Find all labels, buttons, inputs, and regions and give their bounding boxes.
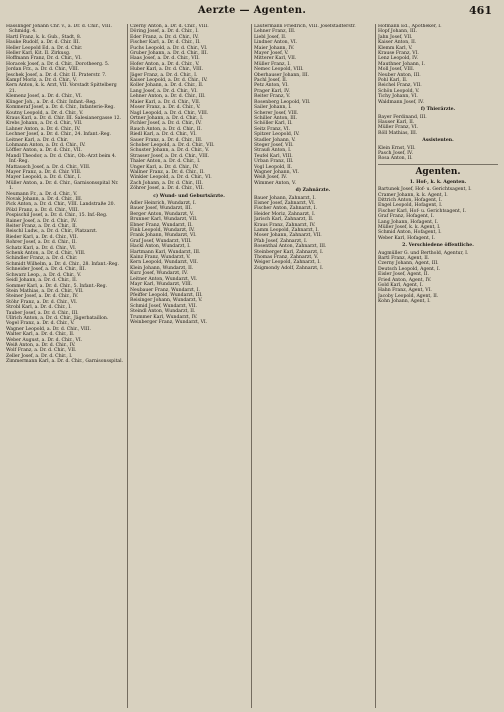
directory-entry: Pospischil Josef, a. Dr. d. Chir., 15. Inf.-Reg. <box>6 213 108 219</box>
directory-entry: Klein Johann, Wundarzt, II. <box>130 265 194 271</box>
directory-entry: Fischer Anton, Zahnarzt, I. <box>254 206 317 212</box>
directory-entry: Schmidt Wilhelm, a. Dr. d. Chir., 28. Infant.-Reg. <box>6 261 119 267</box>
directory-entry: Weiß Anton, a. Dr. d. Chir., IV. <box>6 342 76 348</box>
directory-entry: Kaiser Anton, II. <box>378 40 417 46</box>
directory-entry: Fischer Karl, a. Dr. d. Chir., II. <box>130 40 201 46</box>
directory-entry: Kraus Karl, a. Dr. d. Chir. III. Salesianergasse 12. <box>6 115 122 121</box>
directory-entry: Strauß Anton, I. <box>254 148 292 154</box>
directory-entry: Strobl Karl, a. Dr. d. Chir., I. <box>6 305 72 311</box>
directory-entry: Ortner Johann, a. Dr. d. Chir., I. <box>130 115 204 121</box>
directory-entry: Bartunek Josef, Hof- u. Gerichtsagent, I. <box>378 187 472 193</box>
directory-entry: Gold Karl, Agent, I. <box>378 283 424 289</box>
directory-entry: Hasslinger Johann Chr. v., a. Dr. d. Chir., VIII. Schmidg. 4. <box>6 24 112 35</box>
directory-entry: Novak Johann, a. Dr. d. Chir., III. <box>6 197 83 202</box>
directory-entry: Eder Franz, a. Dr. d. Chir., IV. <box>130 34 199 40</box>
directory-entry: Jacoby Leopold, Agent, II. <box>378 293 439 299</box>
directory-entry: Pohl Karl, II. <box>378 78 408 84</box>
directory-entry: Rosenthal Anton, Zahnarzt, III. <box>254 244 327 250</box>
directory-entry: Hartl Franz, k. k. Gub., Stadt, 8. <box>6 34 82 40</box>
directory-entry: Heller Leopold Ed. a. Dr. d. Chir. <box>6 45 83 51</box>
directory-entry: Pick Anton, a. Dr. d. Chir., VIII. Landstraße 20. <box>6 202 116 208</box>
directory-entry: Moser Johann, Zahnarzt, VII. <box>254 233 322 239</box>
directory-entry: Lahner Anton, a. Dr. d. Chir., IV. <box>6 126 81 132</box>
page-number: 461 <box>469 4 492 17</box>
directory-entry: Fischer Karl, Hof- u. Gerichtsagent, I. <box>378 208 467 214</box>
directory-entry: Kraus Franz, Zahnarzt, IV. <box>254 222 316 228</box>
directory-entry: Pachl Josef, II. <box>254 78 288 84</box>
directory-entry: Winkler Leopold, a. Dr. d. Chir., VI. <box>130 175 212 181</box>
directory-entry: Teufel Karl, VIII. <box>254 153 293 159</box>
directory-entry: Reiter Franz, V. <box>254 94 291 100</box>
directory-entry: Mattausch Josef, a. Dr. d. Chir., VIII. <box>6 164 91 170</box>
directory-entry: Kommeraf Josef, a. Dr. d. Chir., Infanterie-Reg. <box>6 105 115 111</box>
directory-entry: Krebs Johann, a. Dr. d. Chir., VII. <box>6 121 83 127</box>
directory-entry: Strasser Josef, a. Dr. d. Chir., VIII. <box>130 153 210 159</box>
directory-entry: Hoffmann Franz, Dr. d. Chir., VI. <box>6 56 82 62</box>
directory-entry: Scherer Josef, VIII. <box>254 110 299 116</box>
directory-entry: Müller Anton, a. Dr. d. Chir., Garnisonsspital Nr. 1. <box>6 180 119 192</box>
directory-entry: Eisner Josef, Zahnarzt, VI. <box>254 201 316 206</box>
directory-entry: Urban Franz, III. <box>254 159 294 165</box>
section-heading: f) Thierärzte. <box>420 107 456 113</box>
directory-entry: Rieder Karl, a. Dr. d. Chir., VII. <box>6 234 78 240</box>
directory-entry: Mayer Josef, V. <box>254 51 289 57</box>
directory-entry: Reichel Franz, VII. <box>378 83 422 89</box>
directory-entry: Sauer Franz, a. Dr. d. Chir., III. <box>130 137 203 143</box>
directory-entry: Krause Franz, VI. <box>378 51 419 57</box>
directory-entry: Graf Josef, Wundarzt, VIII. <box>130 238 192 244</box>
directory-entry: Lang Johann, Hofagent, I. <box>378 219 439 225</box>
directory-entry: Rosenberg Leopold, VII. <box>254 99 311 105</box>
text-columns <box>6 24 498 708</box>
directory-entry: Waldmann Josef, IV. <box>378 99 424 105</box>
directory-entry: Weiger Leopold, Zahnarzt, I. <box>254 260 321 266</box>
directory-entry: Trummer Karl, Wundarzt, IV. <box>130 314 198 320</box>
directory-entry: Leitner Karl, a. Dr. d. Chir. <box>6 137 69 143</box>
directory-entry: Lang Josef, a. Dr. d. Chir., VI. <box>130 88 198 94</box>
directory-entry: Jäger Franz, a. Dr. d. Chir., I. <box>130 72 198 78</box>
directory-entry: Bayer Ferdinand, III. <box>378 114 427 120</box>
directory-entry: Zeller Josef, a. Dr. d. Chir., I. <box>6 353 73 359</box>
directory-entry: Schön Leopold, V. <box>378 88 420 94</box>
directory-entry: Lamm Leopold, Zahnarzt, I. <box>254 228 319 234</box>
directory-entry: Weinberger Franz, Wundarzt, VI. <box>130 319 208 325</box>
directory-entry: Maier Johann, IV. <box>254 45 295 51</box>
page-header <box>8 5 496 21</box>
directory-entry: Müller Franz, VI. <box>378 125 418 131</box>
directory-entry: Rauch Anton, a. Dr. d. Chir., II. <box>130 126 202 132</box>
directory-entry: Steinberger Karl, Zahnarzt, I. <box>254 249 324 255</box>
directory-entry: Pfeiffer Leopold, Wundarzt, III. <box>130 292 203 298</box>
directory-entry: Kern Anton, k. k. Arzt, VII. Vorstadt Spittelberg 21. <box>6 83 117 94</box>
directory-entry: Wagner Leopold, a. Dr. d. Chir., VIII. <box>6 326 91 332</box>
directory-entry: Thaler Anton, a. Dr. d. Chir., I. <box>130 159 201 165</box>
directory-entry: Hopf Johann, III. <box>378 29 417 35</box>
directory-entry: Klinger Joh., a. Dr. d. Chir. Infant.-Reg. <box>6 99 97 105</box>
directory-entry: Rosa Anton, II. <box>378 156 413 162</box>
directory-entry: Prager Karl, IV. <box>254 88 290 94</box>
directory-entry: Röll Mathias, III. <box>378 130 418 136</box>
directory-entry: Schmid Anton, Hofagent, I. <box>378 230 442 236</box>
directory-entry: Lechner Josef, a. Dr. d. Chir., 24. Infant.-Reg. <box>6 132 111 138</box>
directory-entry: Kohn Johann, Agent, I. <box>378 299 431 305</box>
directory-entry: Huber Karl, a. Dr. d. Chir., VIII. <box>130 67 204 73</box>
directory-entry: Schober Leopold, a. Dr. d. Chir., VII. <box>130 142 215 148</box>
directory-entry: Zimmermann Karl, a. Dr. d. Chir., Garnisonsspital. <box>6 359 124 365</box>
column-2 <box>130 24 248 708</box>
directory-entry: Sommer Karl, a. Dr. d. Chir., 5. Infant.-Reg. <box>6 283 108 289</box>
directory-entry: Jarisch Karl, Zahnarzt, II. <box>254 217 314 223</box>
directory-entry: Hofer Anton, a. Dr. d. Chir., V. <box>130 61 200 67</box>
directory-entry: Mitterer Karl, VII. <box>254 56 297 62</box>
section-heading: d) Zahnärzte. <box>295 188 331 194</box>
directory-entry: Wolf Franz, a. Dr. d. Chir., VII. <box>6 348 77 354</box>
directory-entry: Fink Leopold, Wundarzt, IV. <box>130 228 195 234</box>
directory-entry: Deutsch Leopold, Agent, I. <box>378 266 441 272</box>
directory-entry: Eisler Josef, Agent, II. <box>378 272 429 278</box>
directory-entry: Wagner Johann, VI. <box>254 169 300 175</box>
directory-entry: Kaiser Leopold, a. Dr. d. Chir., IV. <box>130 78 208 84</box>
directory-entry: Czerny Johann, Agent, III. <box>378 261 439 267</box>
directory-entry: Ullrich Anton, a. Dr. d. Chir., Jägerbataillon. <box>6 315 109 321</box>
directory-entry: Heller Karl, Kit. II. Zirkusg. <box>6 51 71 57</box>
directory-entry: Leitner Anton, Wundarzt, VI. <box>130 276 198 282</box>
directory-entry: Berger Anton, Wundarzt, V. <box>130 211 194 217</box>
directory-entry: Neuber Anton, III. <box>378 72 421 78</box>
running-title: Aerzte — Agenten. <box>197 5 307 16</box>
section-heading: 2. Verschiedene öffentliche. <box>402 243 474 249</box>
directory-entry: Müller Josef, k. k. Agent, I. <box>378 225 441 230</box>
directory-entry: Klemenz Josef, a. Dr. d. Chir., VI. <box>6 94 83 100</box>
directory-entry: Klein Ernst, VII. <box>378 145 416 151</box>
directory-entry: Mayr Karl, Wundarzt, VIII. <box>130 282 193 288</box>
directory-entry: Bauer Johann, Zahnarzt, I. <box>254 195 316 201</box>
section-heading: c) Wund- und Geburtsärzte. <box>153 193 225 199</box>
directory-entry: Ebner Franz, Wundarzt, II. <box>130 222 193 228</box>
directory-entry: Vogel Franz, a. Dr. d. Chir., V. <box>6 321 75 327</box>
directory-entry: Müller Franz, I. <box>254 61 291 67</box>
directory-entry: Mayer Leopold, a. Dr. d. Chir., I. <box>6 175 82 181</box>
section-heading: Assistenten. <box>422 138 454 144</box>
directory-entry: Bauer Josef, Wundarzt, III. <box>130 206 193 212</box>
directory-entry: Rohrer Josef, a. Dr. d. Chir., II. <box>6 240 77 246</box>
directory-entry: Graf Franz, Hofagent, I. <box>378 214 435 220</box>
directory-entry: Jahn Josef, VII. <box>378 34 413 40</box>
directory-entry: Lindner Anton, VI. <box>254 40 298 46</box>
directory-entry: Reischl Ludw., a. Dr. d. Chir., Platzarzt. <box>6 229 98 235</box>
directory-entry: Engel Leopold, Hofagent, I. <box>378 203 443 209</box>
directory-entry: Gruber Johann, a. Dr. d. Chir., III. <box>130 51 209 57</box>
column-1 <box>6 24 124 708</box>
directory-entry: Nagl Leopold, a. Dr. d. Chir., VIII. <box>130 110 209 116</box>
directory-entry: Seidl Johann, a. Dr. d. Chir., II. <box>6 278 78 284</box>
column-rule <box>127 24 128 708</box>
directory-entry: Weber Karl, Hofagent, I. <box>378 235 436 241</box>
directory-entry: Schuster Johann, a. Dr. d. Chir., V. <box>130 148 210 154</box>
directory-entry: Mayer Franz, a. Dr. d. Chir. VIII. <box>6 169 82 175</box>
directory-entry: Schiller Anton, III. <box>254 115 298 121</box>
directory-entry: Neumann Fr., a. Dr. d. Chir., V. <box>6 191 78 197</box>
directory-entry: Lehner Franz, III. <box>254 29 296 35</box>
column-rule <box>251 24 252 708</box>
directory-entry: Schwarz Leop., a. Dr. d. Chir., V. <box>6 272 82 278</box>
directory-entry: Tichy Johann, VI. <box>378 94 418 100</box>
directory-entry: Reiter Franz, a. Dr. d. Chir., II. <box>6 224 78 230</box>
directory-entry: Rainer Josef, a. Dr. d. Chir., IV. <box>6 218 77 224</box>
directory-entry: Haas Josef, a. Dr. d. Chir., VII. <box>130 56 200 62</box>
directory-entry: Oberhauser Johann, III. <box>254 72 310 78</box>
directory-entry: Weber August, a. Dr. d. Chir., VI. <box>6 337 83 343</box>
section-heading: 1. Hof-, k. k. Agenten. <box>409 179 467 185</box>
directory-entry: Mauthner Johann, I. <box>378 61 425 67</box>
directory-entry: Lohmann Anton, a. Dr. d. Chir., IV. <box>6 142 86 148</box>
directory-entry: Wimmer Anton, V. <box>254 180 296 186</box>
directory-entry: Zach Johann, a. Dr. d. Chir., III. <box>130 180 203 186</box>
directory-entry: Döring Josef, a. Dr. d. Chir., I. <box>130 29 199 35</box>
directory-entry: Unger Karl, a. Dr. d. Chir., IV. <box>130 164 199 170</box>
directory-entry: Fuchs Leopold, a. Dr. d. Chir., VI. <box>130 45 208 51</box>
directory-entry: Weiß Josef, IV. <box>254 175 287 181</box>
directory-entry: Stadler Johann, V. <box>254 137 296 143</box>
directory-entry: Lehner Anton, a. Dr. d. Chir., III. <box>130 94 206 100</box>
directory-entry: Mandl Theodor, a. Dr. d. Chir., Ob.-Arzt beim 4. Inf.-Reg. <box>6 153 117 165</box>
directory-entry: Sailer Johann, I. <box>254 105 292 111</box>
directory-entry: Hauser Karl, II. <box>378 119 415 125</box>
directory-entry: Moll Josef, VIII. <box>378 67 415 73</box>
directory-entry: Kern Leopold, Wundarzt, VII. <box>130 260 199 266</box>
directory-entry: Heider Moriz, Zahnarzt, I. <box>254 211 316 217</box>
directory-entry: Petz Anton, VI. <box>254 83 289 89</box>
directory-entry: Hauke Rudolf, a. Dr. d. Chir. III. <box>6 40 80 46</box>
directory-entry: Kampf Moriz, a. Dr. d. Chir., V. <box>6 78 77 84</box>
column-rule <box>375 24 376 708</box>
directory-entry: Pichler Josef, a. Dr. d. Chir., IV. <box>130 121 202 127</box>
directory-entry: Schatz Karl, a. Dr. d. Chir., VI. <box>6 245 77 251</box>
directory-entry: Frank Johann, Wundarzt, VI. <box>130 233 197 239</box>
directory-entry: Spitzer Leopold, IV. <box>254 132 300 138</box>
directory-entry: Stöhr Franz, a. Dr. d. Chir., VI. <box>6 299 78 305</box>
directory-entry: Hartmann Karl, Wundarzt, III. <box>130 249 201 255</box>
directory-entry: Steindl Anton, Wundarzt, II. <box>130 309 196 315</box>
directory-entry: Vogl Leopold, II. <box>254 164 293 170</box>
directory-entry: Koller Johann, a. Dr. d. Chir., II. <box>130 83 204 89</box>
directory-entry: Kurz Josef, Wundarzt, IV. <box>130 271 188 277</box>
column-4 <box>378 24 498 708</box>
directory-entry: Stein Mathias, a. Dr. d. Chir., VII. <box>6 288 84 294</box>
directory-entry: Koutny Leopold, a. Dr. d. Chir., V. <box>6 110 84 116</box>
directory-entry: Adler Heinrich, Wundarzt, I. <box>130 201 197 206</box>
directory-entry: Augmüller G. und Berthold, Agentur, I. <box>378 250 469 256</box>
directory-entry: Riedl Karl, a. Dr. d. Chir., VI. <box>130 132 197 138</box>
directory-entry: Hackl Anton, Wundarzt, I. <box>130 244 191 250</box>
directory-entry: Czerny Anton, a. Dr. d. Chir., VIII. <box>130 24 209 29</box>
directory-entry: Nemec Leopold, VIII. <box>254 67 304 73</box>
directory-entry: Schöller Karl, II. <box>254 121 293 127</box>
directory-entry: Brunner Karl, Wundarzt, VII. <box>130 217 198 223</box>
directory-entry: Liebl Josef, II. <box>254 34 287 40</box>
directory-entry: Jeschek Josef, a. Dr. d. Chir. II. Praterstr. 7. <box>6 72 107 78</box>
directory-entry: Schneider Josef, a. Dr. d. Chir., III. <box>6 267 87 273</box>
directory-entry: Maier Karl, a. Dr. d. Chir., VII. <box>130 99 201 105</box>
directory-entry: Kainz Franz, Wundarzt, V. <box>130 255 191 261</box>
directory-entry: Thomas Franz, Zahnarzt, V. <box>254 255 319 261</box>
directory-entry: Pasch Josef, IV. <box>378 150 413 156</box>
directory-entry: Zöhrer Josef, a. Dr. d. Chir., VII. <box>130 186 204 192</box>
directory-entry: Wallner Franz, a. Dr. d. Chir., II. <box>130 169 205 175</box>
directory-entry: Hofmann Ed., Apotheker, I. <box>378 24 442 29</box>
directory-entry: Hahn Franz, Agent, VI. <box>378 288 432 294</box>
directory-entry: Schmid Josef, Wundarzt, VII. <box>130 303 197 309</box>
directory-entry: Moser Franz, a. Dr. d. Chir., V. <box>130 105 201 111</box>
directory-entry: Steger Josef, VII. <box>254 142 294 148</box>
directory-entry: Lautermann Friedrich, VIII. Josefstädterstr. <box>254 24 356 29</box>
directory-entry: Reisinger Johann, Wundarzt, V. <box>130 298 203 304</box>
directory-entry: Steiner Josef, a. Dr. d. Chir., IV. <box>6 294 79 300</box>
directory-entry: Jordan Frz., a. Dr. d. Chir., VIII. <box>6 67 80 73</box>
directory-entry: Neubauer Franz, Wundarzt, I. <box>130 287 200 293</box>
directory-entry: Fried Anton, Agent, IV. <box>378 277 432 283</box>
directory-entry: Walter Karl, a. Dr. d. Chir., II. <box>6 332 75 338</box>
directory-entry: Dittrich Anton, Hofagent, I. <box>378 197 443 203</box>
directory-entry: Zsigmondy Adolf, Zahnarzt, I. <box>254 265 324 271</box>
directory-entry: Klemm Karl, V. <box>378 45 413 51</box>
directory-entry: Tauber Josef, a. Dr. d. Chir., III. <box>6 310 79 316</box>
column-3 <box>254 24 372 708</box>
directory-entry: Pölzl Franz, a. Dr. d. Chir., VIII. <box>6 207 79 213</box>
directory-entry: Horacek Josef, a. Dr. d. Chir., Dorotheerg. 5. <box>6 61 110 67</box>
directory-entry: Lenz Leopold, IV. <box>378 56 418 62</box>
directory-entry: Schindler Franz, a. Dr. d. Chir. <box>6 256 78 262</box>
directory-entry: Seitz Franz, VI. <box>254 126 291 132</box>
directory-entry: Pfab Josef, Zahnarzt, I. <box>254 238 308 244</box>
divider <box>378 164 498 165</box>
directory-entry: Schenk Anton, a. Dr. d. Chir., VIII. <box>6 251 86 257</box>
directory-entry: Cramer Johann, k. k. Agent, I. <box>378 192 448 198</box>
directory-entry: Löffler Anton, a. Dr. d. Chir., VII. <box>6 148 82 154</box>
directory-entry: Bartl Franz, Agent, II. <box>378 256 430 262</box>
section-title: Agenten. <box>415 166 461 177</box>
